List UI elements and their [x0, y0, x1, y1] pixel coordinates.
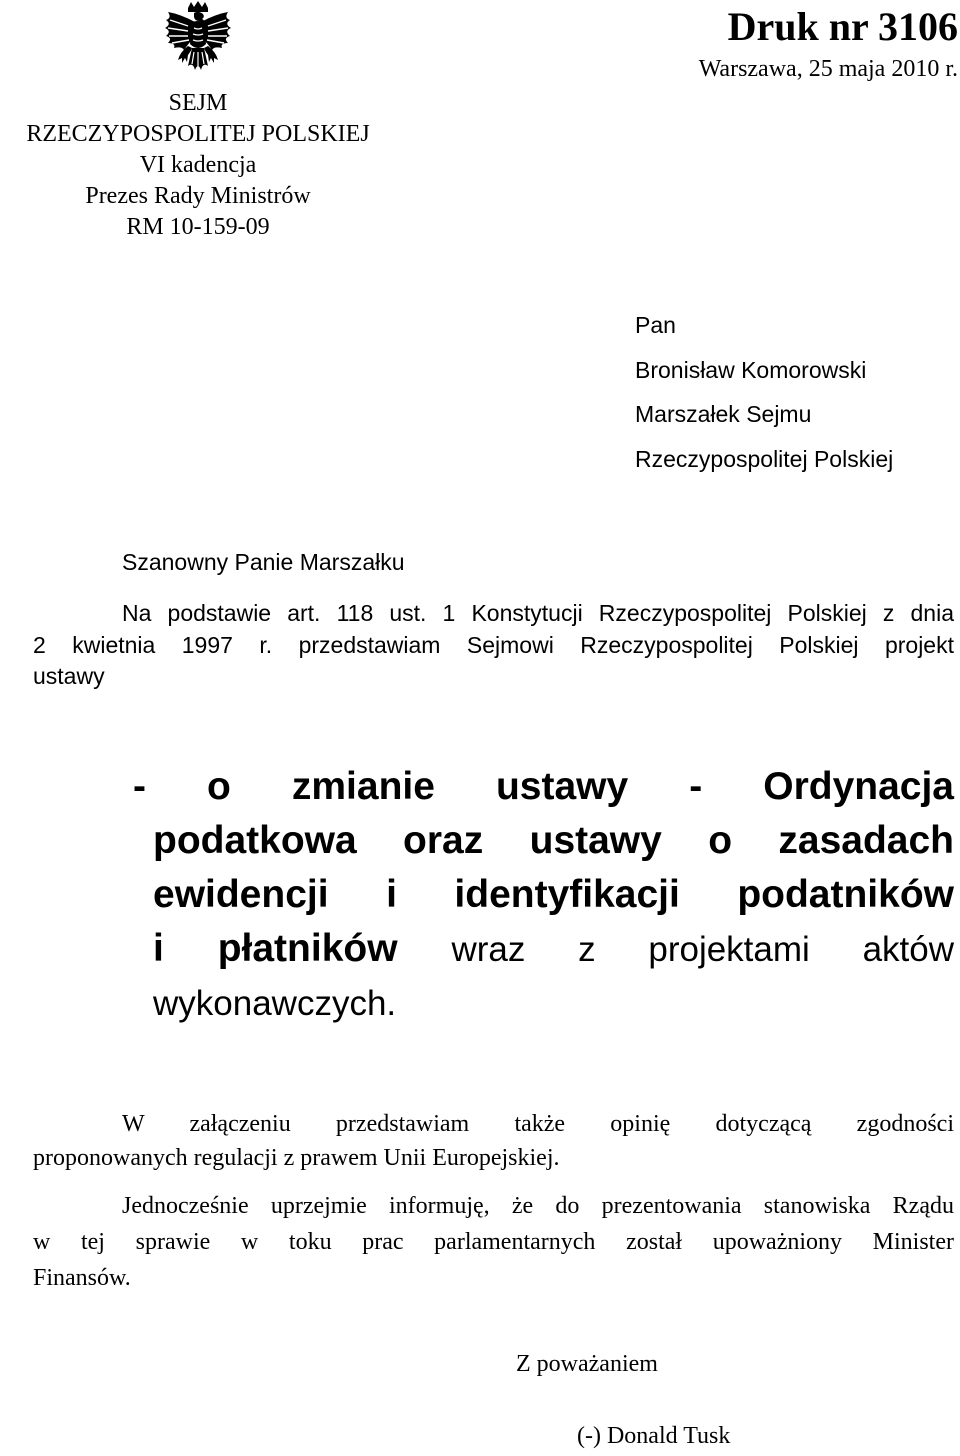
bill-title-bold-part: i płatników [153, 927, 398, 970]
addressee-name: Bronisław Komorowski [635, 356, 867, 383]
addressee-line: Rzeczypospolitej Polskiej [635, 445, 894, 472]
paragraph-line: Na podstawie art. 118 ust. 1 Konstytucji Rzeczypospolitej Polskiej z dnia [122, 600, 954, 626]
institution-line: RZECZYPOSPOLITEJ POLSKIEJ [26, 121, 370, 147]
institution-block [0, 88, 396, 243]
bill-title-line: - o zmianie ustawy - Ordynacja [133, 765, 954, 808]
institution-line: SEJM [168, 90, 228, 116]
city-date: Warszawa, 25 maja 2010 r. [698, 56, 958, 82]
addressee-block [635, 303, 893, 481]
paragraph-line: Jednocześnie uprzejmie informuję, że do prezentowania stanowiska Rządu [122, 1193, 954, 1219]
paragraph-line: proponowanych regulacji z prawem Unii Europejskiej. [33, 1145, 560, 1171]
addressee-line: Marszałek Sejmu [635, 401, 812, 428]
bill-title-regular-part: wraz z projektami aktów [451, 930, 954, 969]
intro-paragraph [33, 598, 954, 693]
attachment-paragraph [33, 1107, 954, 1175]
paragraph-line: W załączeniu przedstawiam także opinię dotyczącą zgodności [122, 1111, 954, 1137]
bill-title-line: ewidencji i identyfikacji podatników [153, 873, 954, 916]
institution-line: Prezes Rady Ministrów [85, 183, 311, 209]
bill-title-line: wykonawczych. [153, 984, 397, 1023]
paragraph-line: w tej sprawie w toku prac parlamentarnych został upoważniony Minister [33, 1229, 954, 1255]
paragraph-line: ustawy [33, 663, 105, 689]
bill-title-line-mixed [133, 922, 954, 977]
print-number: Druk nr 3106 [727, 4, 958, 49]
representative-paragraph [33, 1188, 954, 1296]
bill-title [133, 760, 954, 1031]
reference-number: RM 10-159-09 [126, 214, 270, 240]
addressee-line: Pan [635, 312, 676, 338]
salutation: Szanowny Panie Marszałku [122, 549, 405, 575]
paragraph-line: 2 kwietnia 1997 r. przedstawiam Sejmowi Rzeczypospolitej Polskiej projekt [33, 631, 954, 658]
polish-eagle-emblem-icon [158, 0, 238, 82]
bill-title-line: podatkowa oraz ustawy o zasadach [153, 819, 954, 862]
institution-line: VI kadencja [139, 152, 257, 178]
signature: (-) Donald Tusk [577, 1423, 731, 1449]
paragraph-line: Finansów. [33, 1265, 131, 1291]
closing-phrase: Z poważaniem [516, 1351, 658, 1377]
